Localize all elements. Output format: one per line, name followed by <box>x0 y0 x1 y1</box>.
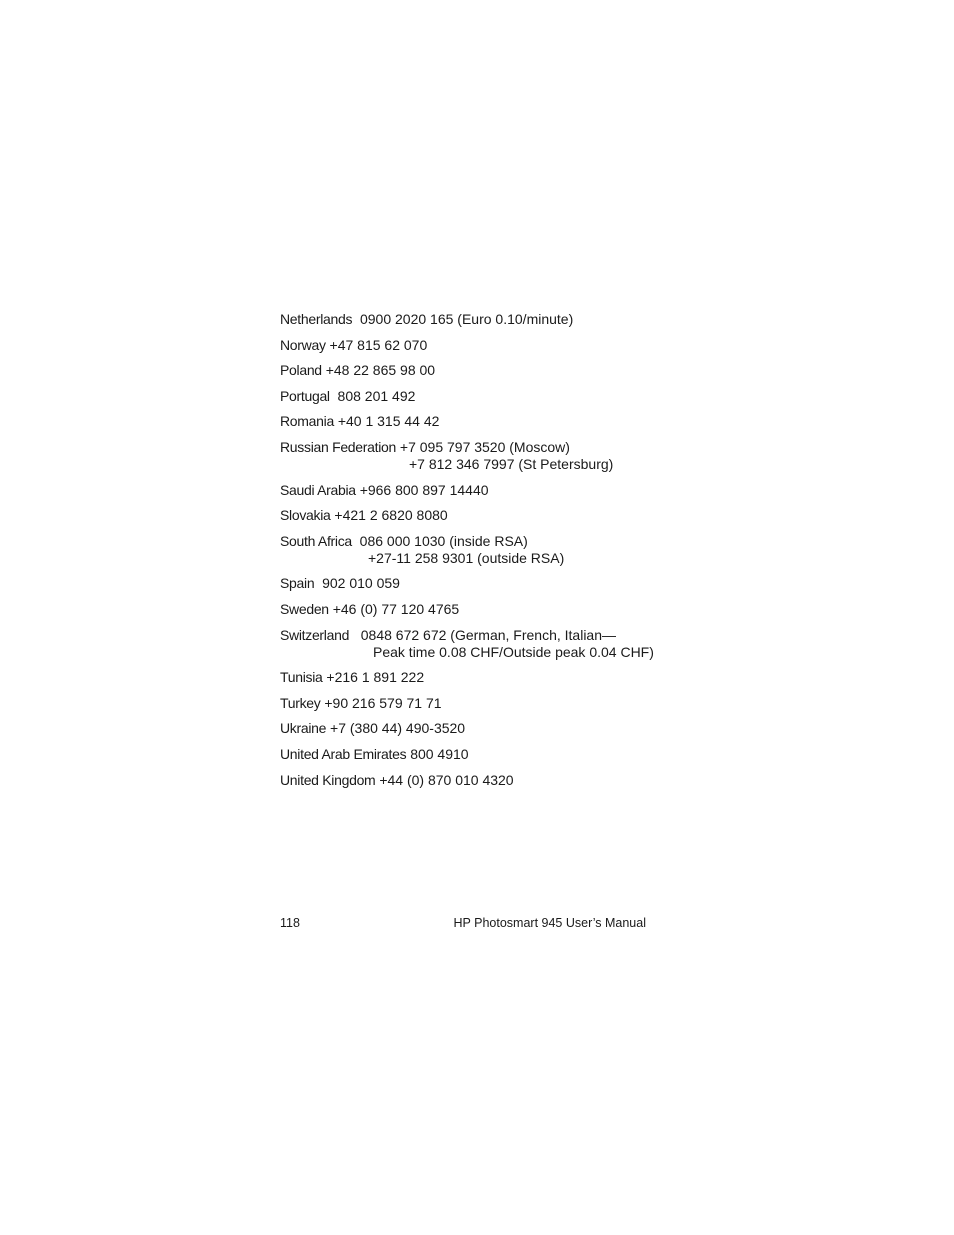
page-number: 118 <box>280 916 300 930</box>
country-name: Turkey <box>280 694 321 711</box>
contact-entry-slovakia <box>280 507 740 524</box>
contact-entry-norway <box>280 337 740 354</box>
phone-number: +48 22 865 98 00 <box>325 362 436 379</box>
phone-number: +216 1 891 222 <box>326 669 425 686</box>
phone-number: 800 4910 <box>410 745 469 762</box>
phone-number: +90 216 579 71 71 <box>324 694 442 711</box>
country-name: United Kingdom <box>280 771 376 788</box>
country-name: Portugal <box>280 387 330 404</box>
phone-number-continuation: Peak time 0.08 CHF/Outside peak 0.04 CHF) <box>373 643 654 660</box>
contact-entry-tunisia <box>280 669 740 686</box>
country-name: Tunisia <box>280 669 323 686</box>
contact-entry-south-africa <box>280 533 740 567</box>
country-name: Sweden <box>280 600 329 617</box>
phone-number: +46 (0) 77 120 4765 <box>332 600 460 617</box>
contact-entry-netherlands <box>280 311 740 328</box>
contact-entry-saudi-arabia <box>280 482 740 499</box>
phone-number: +40 1 315 44 42 <box>337 413 440 430</box>
contact-entry-sweden <box>280 601 740 618</box>
phone-number: 0848 672 672 (German, French, Italian— <box>360 626 617 643</box>
phone-number: +7 095 797 3520 (Moscow) <box>399 438 570 455</box>
phone-number-continuation: +7 812 346 7997 (St Petersburg) <box>409 455 614 472</box>
country-name: Slovakia <box>280 507 331 524</box>
contact-entry-russian-federation <box>280 439 740 473</box>
support-contact-list <box>280 311 740 797</box>
country-name: Saudi Arabia <box>280 481 356 498</box>
phone-number: 086 000 1030 (inside RSA) <box>359 532 528 549</box>
contact-entry-spain <box>280 575 740 592</box>
contact-entry-romania <box>280 413 740 430</box>
country-name: United Arab Emirates <box>280 745 407 762</box>
phone-number: +44 (0) 870 010 4320 <box>379 771 514 788</box>
country-name: South Africa <box>280 532 352 549</box>
contact-entry-ukraine <box>280 720 740 737</box>
country-name: Norway <box>280 336 326 353</box>
manual-title: HP Photosmart 945 User’s Manual <box>453 916 646 930</box>
country-name: Spain <box>280 575 315 592</box>
phone-number: 902 010 059 <box>322 575 400 592</box>
phone-number: +966 800 897 14440 <box>359 481 489 498</box>
contact-entry-united-arab-emirates <box>280 746 740 763</box>
country-name: Ukraine <box>280 720 327 737</box>
phone-number: 0900 2020 165 (Euro 0.10/minute) <box>359 311 574 327</box>
country-name: Netherlands <box>280 311 353 327</box>
phone-number: +47 815 62 070 <box>329 336 428 353</box>
phone-number: +7 (380 44) 490-3520 <box>330 720 466 737</box>
contact-entry-poland <box>280 362 740 379</box>
phone-number: +421 2 6820 8080 <box>334 507 448 524</box>
contact-entry-portugal <box>280 388 740 405</box>
country-name: Poland <box>280 362 322 379</box>
contact-entry-turkey <box>280 695 740 712</box>
country-name: Russian Federation <box>280 438 396 455</box>
phone-number: 808 201 492 <box>337 387 416 404</box>
contact-entry-united-kingdom <box>280 772 740 789</box>
country-name: Switzerland <box>280 626 350 643</box>
country-name: Romania <box>280 413 334 430</box>
contact-entry-switzerland <box>280 627 740 661</box>
phone-number-continuation: +27-11 258 9301 (outside RSA) <box>368 549 565 566</box>
